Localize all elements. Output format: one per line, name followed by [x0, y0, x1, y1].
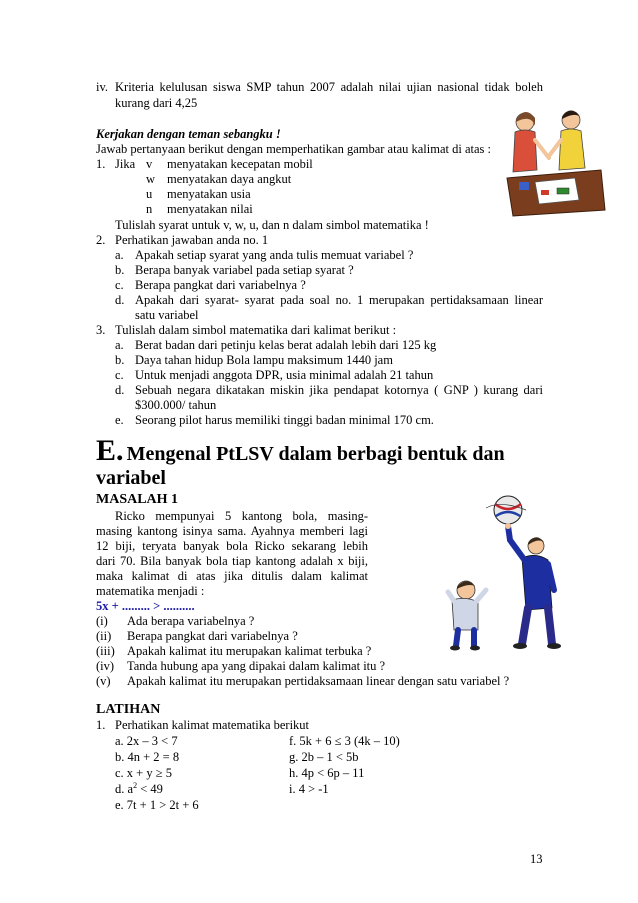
- father-child-ball-illustration: [430, 490, 565, 655]
- q3-item-text: Untuk menjadi anggota DPR, usia minimal adalah 21 tahun: [135, 368, 434, 382]
- latihan-item-d-prefix: d. a: [115, 782, 134, 796]
- latihan-item-left: c. x + y ≥ 5: [115, 766, 172, 780]
- q1-var-symbol: w: [146, 172, 156, 186]
- q2-text: Perhatikan jawaban anda no. 1: [115, 233, 269, 247]
- q1-task: Tulislah syarat untuk v, w, u, dan n dalam simbol matematika !: [115, 218, 429, 232]
- latihan-instruction: Perhatikan kalimat matematika berikut: [115, 718, 310, 732]
- item-iv-text-cont: kurang dari 4,25: [115, 96, 198, 110]
- q1-jika: Jika: [115, 157, 136, 171]
- q1-var-desc: menyatakan nilai: [167, 202, 253, 216]
- masalah-question-number: (i): [96, 614, 108, 628]
- q1-var-symbol: n: [146, 202, 153, 216]
- item-iv-text: Kriteria kelulusan siswa SMP tahun 2007 adalah nilai ujian nasional tidak boleh: [115, 80, 543, 94]
- q3-item-letter: a.: [115, 338, 124, 352]
- latihan-item-d-exponent: 2: [133, 780, 138, 790]
- q2-item-text: Berapa pangkat dari variabelnya ?: [135, 278, 306, 292]
- q3-item-text: Berat badan dari petinju kelas berat adalah lebih dari 125 kg: [135, 338, 437, 352]
- students-studying-illustration: [505, 100, 608, 218]
- masalah-text-line: Ricko mempunyai 5 kantong bola, masing-: [115, 509, 368, 523]
- section-e-letter: E.: [96, 434, 124, 467]
- work-instruction: Jawab pertanyaan berikut dengan memperhatikan gambar atau kalimat di atas :: [96, 142, 491, 156]
- masalah-question-number: (iv): [96, 659, 115, 673]
- latihan-item-left: a. 2x – 3 < 7: [115, 734, 178, 748]
- q3-number: 3.: [96, 323, 106, 337]
- masalah-question-text: Apakah kalimat itu merupakan pertidaksamaan linear dengan satu variabel ?: [127, 674, 510, 688]
- masalah-title: MASALAH 1: [96, 492, 179, 507]
- masalah-formula: 5x + ......... > ..........: [96, 599, 195, 613]
- q2-item-letter: d.: [115, 293, 125, 307]
- q2-item-letter: c.: [115, 278, 124, 292]
- q3-text: Tulislah dalam simbol matematika dari kalimat berikut :: [115, 323, 397, 337]
- masalah-question-number: (ii): [96, 629, 112, 643]
- latihan-item-right: f. 5k + 6 ≤ 3 (4k – 10): [289, 734, 400, 748]
- masalah-text-line: matematika menjadi :: [96, 584, 205, 598]
- latihan-item-left: b. 4n + 2 = 8: [115, 750, 180, 764]
- page-number: 13: [530, 852, 543, 866]
- q1-var-desc: menyatakan daya angkut: [167, 172, 292, 186]
- work-title: Kerjakan dengan teman sebangku !: [96, 127, 281, 141]
- q2-item-letter: b.: [115, 263, 125, 277]
- masalah-question-number: (iii): [96, 644, 115, 658]
- q1-var-desc: menyatakan usia: [167, 187, 251, 201]
- q3-item-letter: d.: [115, 383, 125, 397]
- latihan-item-right: i. 4 > -1: [289, 782, 329, 796]
- masalah-question-number: (v): [96, 674, 111, 688]
- q2-item-text: Berapa banyak variabel pada setiap syarat ?: [135, 263, 354, 277]
- q3-item-letter: e.: [115, 413, 124, 427]
- q1-var-symbol: v: [146, 157, 153, 171]
- latihan-item-left-d: [115, 782, 163, 797]
- section-e-title: Mengenal PtLSV dalam berbagi bentuk dan: [126, 443, 505, 465]
- masalah-question-text: Apakah kalimat itu merupakan kalimat terbuka ?: [127, 644, 372, 658]
- q2-item-text-cont: satu variabel: [135, 308, 199, 322]
- q2-item-letter: a.: [115, 248, 124, 262]
- masalah-question-text: Tanda hubung apa yang dipakai dalam kalimat itu ?: [127, 659, 386, 673]
- masalah-question-text: Berapa pangkat dari variabelnya ?: [127, 629, 298, 643]
- q1-var-desc: menyatakan kecepatan mobil: [167, 157, 313, 171]
- section-e-title-cont: variabel: [96, 467, 166, 489]
- latihan-number: 1.: [96, 718, 106, 732]
- q3-item-text: Daya tahan hidup Bola lampu maksimum 1440 jam: [135, 353, 393, 367]
- masalah-text-line: maka kalimat di atas jika ditulis dalam kalimat: [96, 569, 368, 583]
- masalah-text-line: 12 biji, teryata banyak bola Ricko sekarang lebih: [96, 539, 368, 553]
- latihan-item-right: g. 2b – 1 < 5b: [289, 750, 359, 764]
- q2-item-text: Apakah dari syarat- syarat pada soal no. 1 merupakan pertidaksamaan linear: [135, 293, 543, 307]
- q3-item-text-cont: $300.000/ tahun: [135, 398, 217, 412]
- q2-item-text: Apakah setiap syarat yang anda tulis memuat variabel ?: [135, 248, 414, 262]
- latihan-title: LATIHAN: [96, 702, 161, 717]
- latihan-item-left: e. 7t + 1 > 2t + 6: [115, 798, 199, 812]
- q3-item-text: Seorang pilot harus memiliki tinggi badan minimal 170 cm.: [135, 413, 434, 427]
- item-iv-number: iv.: [96, 80, 109, 94]
- q1-var-symbol: u: [146, 187, 153, 201]
- masalah-text-line: dari 70. Bila banyak bola tiap kantong adalah x biji,: [96, 554, 368, 568]
- q1-number: 1.: [96, 157, 106, 171]
- masalah-question-text: Ada berapa variabelnya ?: [127, 614, 255, 628]
- q3-item-letter: b.: [115, 353, 125, 367]
- masalah-text-line: masing kantong isinya sama. Ayahnya memberi lagi: [96, 524, 368, 538]
- latihan-item-right: h. 4p < 6p – 11: [289, 766, 365, 780]
- latihan-item-d-suffix: < 49: [137, 782, 163, 796]
- q3-item-text: Sebuah negara dikatakan miskin jika pendapat kotornya ( GNP ) kurang dari: [135, 383, 543, 397]
- q2-number: 2.: [96, 233, 106, 247]
- q3-item-letter: c.: [115, 368, 124, 382]
